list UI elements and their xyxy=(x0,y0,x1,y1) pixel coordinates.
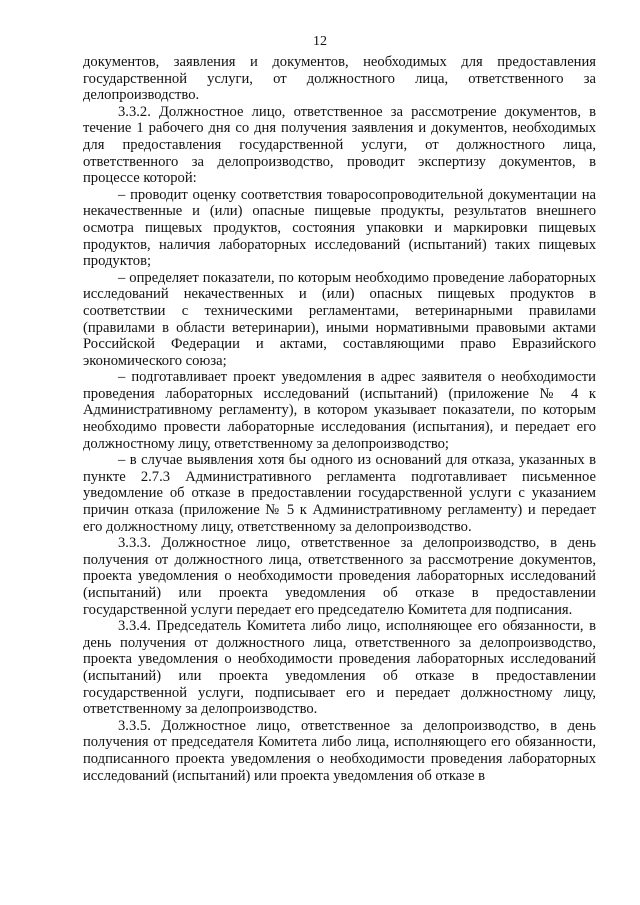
paragraph-3-3-2: 3.3.2. Должностное лицо, ответственное за рассмотрение документов, в течение 1 рабочего дня со дня получения заявления и документов, необходимых для предоставления государственной услуги, от должностного лица, ответственного за делопроизводство, проводит экспертизу документов, в процессе которой: xyxy=(83,103,596,187)
list-item-assessment: – проводит оценку соответствия товаросопроводительной документации на некачественные и (или) опасные пищевые продукты, результатов внешнего осмотра пищевых продуктов, состояния упаковки и маркировки пищевых продуктов, наличия лабораторных исследований (испытаний) таких пищевых продуктов; xyxy=(83,186,596,270)
paragraph-3-3-3: 3.3.3. Должностное лицо, ответственное за делопроизводство, в день получения от должностного лица, ответственного за рассмотрение документов, проекта уведомления о необходимости проведения лабораторных исследований (испытаний) или проекта уведомления об отказе в предоставлении государственной услуги передает его председателю Комитета для подписания. xyxy=(83,535,596,618)
page-number: 12 xyxy=(313,34,327,49)
list-item-indicators: – определяет показатели, по которым необходимо проведение лабораторных исследований некачественных и (или) опасных пищевых продуктов в соответствии с техническими регламентами, ветеринарными правилами (правилами в области ветеринарии), иными нормативными правовыми актами Российской Федерации и актами, составляющими право Евразийского экономического союза; xyxy=(83,269,596,369)
paragraph-continuation: документов, заявления и документов, необходимых для предоставления государственной услуги, от должностного лица, ответственного за делопроизводство. xyxy=(83,54,596,104)
list-item-notification-draft: – подготавливает проект уведомления в адрес заявителя о необходимости проведения лабораторных исследований (испытаний) (приложение № 4 к Административному регламенту), в котором указывает показатели, по которым необходимо провести лабораторные исследования (испытания), и передает его должностному лицу, ответственному за делопроизводство; xyxy=(83,369,596,452)
paragraph-3-3-4: 3.3.4. Председатель Комитета либо лицо, исполняющее его обязанности, в день получения от должностного лица, ответственного за делопроизводство, проекта уведомления о необходимости проведения лабораторных исследований (испытаний) или проекта уведомления об отказе в предоставлении государственной услуги, подписывает его и передает должностному лицу, ответственному за делопроизводство. xyxy=(83,618,596,718)
paragraph-3-3-5: 3.3.5. Должностное лицо, ответственное за делопроизводство, в день получения от председателя Комитета либо лица, исполняющего его обязанности, подписанного проекта уведомления о необходимости проведения лабораторных исследований (испытаний) или проекта уведомления об отказе в xyxy=(83,717,596,784)
document-body xyxy=(83,54,596,784)
list-item-refusal: – в случае выявления хотя бы одного из оснований для отказа, указанных в пункте 2.7.3 Административного регламента подготавливает письменное уведомление об отказе в предоставлении государственной услуги с указанием причин отказа (приложение № 5 к Административному регламенту) и передает его должностному лицу, ответственному за делопроизводство. xyxy=(83,452,596,535)
